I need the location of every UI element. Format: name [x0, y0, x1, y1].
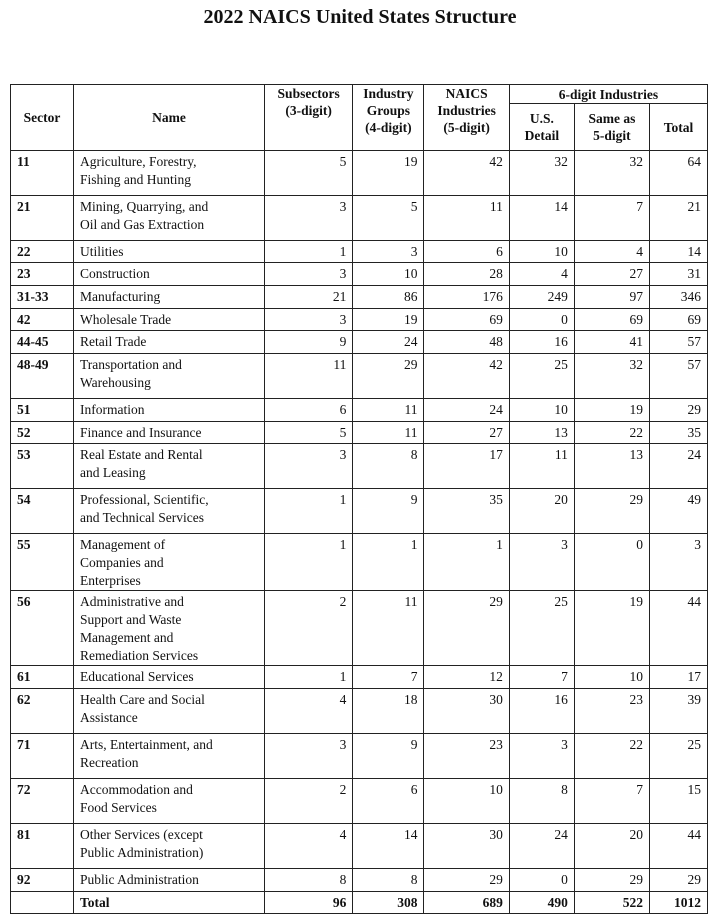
industry-groups-cell: 11	[353, 399, 424, 422]
table-row	[11, 151, 708, 196]
sector-name-cell	[73, 263, 264, 286]
industry-groups-cell: 9	[353, 734, 424, 779]
same-as-5-digit-cell: 29	[574, 489, 649, 534]
total-cell: 69	[650, 309, 708, 331]
naics-industries-cell: 42	[424, 354, 509, 399]
header-same-line: Same as	[588, 111, 636, 126]
subsectors-cell: 3	[264, 196, 352, 241]
naics-industries-cell: 11	[424, 196, 509, 241]
same-as-5-digit-cell: 10	[574, 666, 649, 689]
totals-same-as-5-digit: 522	[574, 892, 649, 914]
total-cell: 346	[650, 286, 708, 309]
table-row	[11, 591, 708, 666]
table-row	[11, 534, 708, 591]
sector-code-cell: 48-49	[11, 354, 74, 399]
us-detail-cell: 10	[509, 241, 574, 263]
sector-name-cell	[73, 444, 264, 489]
same-as-5-digit-cell: 27	[574, 263, 649, 286]
total-cell: 57	[650, 331, 708, 354]
table-row	[11, 689, 708, 734]
sector-name-line: Fishing and Hunting	[79, 172, 191, 187]
sector-name-cell	[73, 591, 264, 666]
table-row	[11, 331, 708, 354]
naics-industries-cell: 1	[424, 534, 509, 591]
totals-empty-cell	[11, 892, 74, 914]
same-as-5-digit-cell: 23	[574, 689, 649, 734]
sector-code-cell: 52	[11, 422, 74, 444]
totals-us-detail: 490	[509, 892, 574, 914]
sector-name-cell	[73, 241, 264, 263]
sector-code-cell: 61	[11, 666, 74, 689]
subsectors-cell: 5	[264, 422, 352, 444]
same-as-5-digit-cell: 22	[574, 422, 649, 444]
totals-naics-industries: 689	[424, 892, 509, 914]
table-row	[11, 779, 708, 824]
total-cell: 35	[650, 422, 708, 444]
sector-name-line: Management and	[79, 630, 174, 645]
sector-name-cell	[73, 309, 264, 331]
table-row	[11, 286, 708, 309]
industry-groups-cell: 8	[353, 869, 424, 892]
sector-code-cell: 11	[11, 151, 74, 196]
header-subsectors-line: Subsectors	[277, 86, 340, 101]
us-detail-cell: 8	[509, 779, 574, 824]
table-body	[11, 151, 708, 914]
sector-name-line: Educational Services	[79, 669, 194, 684]
same-as-5-digit-cell: 29	[574, 869, 649, 892]
naics-industries-cell: 6	[424, 241, 509, 263]
sector-name-cell	[73, 779, 264, 824]
header-total: Total	[650, 104, 708, 151]
sector-code-cell: 42	[11, 309, 74, 331]
subsectors-cell: 1	[264, 241, 352, 263]
total-cell: 31	[650, 263, 708, 286]
header-same-as-5-digit	[574, 104, 649, 151]
sector-name-line: Assistance	[79, 710, 138, 725]
same-as-5-digit-cell: 19	[574, 591, 649, 666]
industry-groups-cell: 14	[353, 824, 424, 869]
us-detail-cell: 16	[509, 689, 574, 734]
total-cell: 14	[650, 241, 708, 263]
sector-name-line: Retail Trade	[79, 334, 147, 349]
sector-name-line: Warehousing	[79, 375, 151, 390]
totals-label: Total	[73, 892, 264, 914]
industry-groups-cell: 8	[353, 444, 424, 489]
subsectors-cell: 3	[264, 263, 352, 286]
table-row	[11, 399, 708, 422]
us-detail-cell: 25	[509, 591, 574, 666]
header-groups-line: Groups	[366, 103, 411, 118]
sector-name-cell	[73, 489, 264, 534]
naics-industries-cell: 12	[424, 666, 509, 689]
subsectors-cell: 1	[264, 534, 352, 591]
same-as-5-digit-cell: 20	[574, 824, 649, 869]
header-name: Name	[73, 85, 264, 151]
sector-name-line: Administrative and	[79, 594, 184, 609]
naics-structure-table	[10, 84, 708, 914]
table-row	[11, 309, 708, 331]
industry-groups-cell: 9	[353, 489, 424, 534]
subsectors-cell: 2	[264, 591, 352, 666]
subsectors-cell: 4	[264, 824, 352, 869]
sector-code-cell: 56	[11, 591, 74, 666]
header-subsectors-line: (3-digit)	[285, 103, 332, 118]
industry-groups-cell: 19	[353, 309, 424, 331]
us-detail-cell: 24	[509, 824, 574, 869]
sector-name-cell	[73, 331, 264, 354]
sector-name-line: Mining, Quarrying, and	[79, 199, 209, 214]
sector-name-line: Real Estate and Rental	[79, 447, 203, 462]
sector-code-cell: 31-33	[11, 286, 74, 309]
subsectors-cell: 2	[264, 779, 352, 824]
subsectors-cell: 9	[264, 331, 352, 354]
header-6-digit-industries: 6-digit Industries	[509, 85, 707, 104]
table-row	[11, 241, 708, 263]
total-cell: 29	[650, 399, 708, 422]
sector-code-cell: 71	[11, 734, 74, 779]
sector-code-cell: 44-45	[11, 331, 74, 354]
total-cell: 17	[650, 666, 708, 689]
totals-total: 1012	[650, 892, 708, 914]
totals-subsectors: 96	[264, 892, 352, 914]
same-as-5-digit-cell: 32	[574, 354, 649, 399]
same-as-5-digit-cell: 69	[574, 309, 649, 331]
sector-name-cell	[73, 734, 264, 779]
header-sector: Sector	[11, 85, 74, 151]
same-as-5-digit-cell: 22	[574, 734, 649, 779]
sector-name-line: and Technical Services	[79, 510, 204, 525]
sector-name-line: and Leasing	[79, 465, 146, 480]
industry-groups-cell: 10	[353, 263, 424, 286]
sector-code-cell: 54	[11, 489, 74, 534]
naics-industries-cell: 30	[424, 824, 509, 869]
table-row	[11, 196, 708, 241]
same-as-5-digit-cell: 4	[574, 241, 649, 263]
sector-name-line: Accommodation and	[79, 782, 193, 797]
sector-name-line: Health Care and Social	[79, 692, 205, 707]
sector-name-line: Companies and	[79, 555, 164, 570]
industry-groups-cell: 5	[353, 196, 424, 241]
naics-industries-cell: 30	[424, 689, 509, 734]
industry-groups-cell: 11	[353, 591, 424, 666]
table-row	[11, 422, 708, 444]
sector-name-cell	[73, 824, 264, 869]
industry-groups-cell: 19	[353, 151, 424, 196]
total-cell: 44	[650, 591, 708, 666]
table-row	[11, 444, 708, 489]
naics-industries-cell: 48	[424, 331, 509, 354]
table-row	[11, 869, 708, 892]
total-cell: 44	[650, 824, 708, 869]
sector-name-line: Construction	[79, 266, 150, 281]
sector-code-cell: 72	[11, 779, 74, 824]
us-detail-cell: 25	[509, 354, 574, 399]
sector-name-line: Information	[79, 402, 145, 417]
naics-industries-cell: 28	[424, 263, 509, 286]
industry-groups-cell: 1	[353, 534, 424, 591]
total-cell: 21	[650, 196, 708, 241]
us-detail-cell: 249	[509, 286, 574, 309]
sector-code-cell: 92	[11, 869, 74, 892]
header-naics-line: (5-digit)	[443, 120, 490, 135]
sector-name-line: Remediation Services	[79, 648, 199, 663]
subsectors-cell: 1	[264, 489, 352, 534]
same-as-5-digit-cell: 0	[574, 534, 649, 591]
sector-name-line: Food Services	[79, 800, 157, 815]
total-cell: 57	[650, 354, 708, 399]
industry-groups-cell: 3	[353, 241, 424, 263]
sector-name-cell	[73, 354, 264, 399]
industry-groups-cell: 86	[353, 286, 424, 309]
subsectors-cell: 3	[264, 309, 352, 331]
subsectors-cell: 3	[264, 444, 352, 489]
industry-groups-cell: 11	[353, 422, 424, 444]
us-detail-cell: 0	[509, 869, 574, 892]
naics-industries-cell: 42	[424, 151, 509, 196]
industry-groups-cell: 7	[353, 666, 424, 689]
industry-groups-cell: 6	[353, 779, 424, 824]
sector-name-line: Oil and Gas Extraction	[79, 217, 205, 232]
same-as-5-digit-cell: 41	[574, 331, 649, 354]
sector-code-cell: 81	[11, 824, 74, 869]
sector-name-line: Support and Waste	[79, 612, 182, 627]
totals-row	[11, 892, 708, 914]
us-detail-cell: 32	[509, 151, 574, 196]
header-naics-line: Industries	[437, 103, 496, 118]
us-detail-cell: 3	[509, 734, 574, 779]
naics-industries-cell: 29	[424, 869, 509, 892]
same-as-5-digit-cell: 97	[574, 286, 649, 309]
us-detail-cell: 13	[509, 422, 574, 444]
header-us-detail-line: Detail	[524, 128, 560, 143]
table-row	[11, 734, 708, 779]
sector-name-line: Professional, Scientific,	[79, 492, 209, 507]
sector-name-cell	[73, 399, 264, 422]
total-cell: 24	[650, 444, 708, 489]
header-industry-groups	[353, 85, 424, 151]
table-row	[11, 263, 708, 286]
sector-code-cell: 22	[11, 241, 74, 263]
us-detail-cell: 0	[509, 309, 574, 331]
sector-name-cell	[73, 196, 264, 241]
us-detail-cell: 11	[509, 444, 574, 489]
sector-name-line: Management of	[79, 537, 166, 552]
total-cell: 49	[650, 489, 708, 534]
industry-groups-cell: 18	[353, 689, 424, 734]
header-us-detail	[509, 104, 574, 151]
sector-name-line: Utilities	[79, 244, 124, 259]
sector-name-line: Public Administration	[79, 872, 199, 887]
sector-name-line: Enterprises	[79, 573, 141, 588]
subsectors-cell: 3	[264, 734, 352, 779]
subsectors-cell: 5	[264, 151, 352, 196]
subsectors-cell: 8	[264, 869, 352, 892]
sector-code-cell: 62	[11, 689, 74, 734]
us-detail-cell: 16	[509, 331, 574, 354]
sector-code-cell: 23	[11, 263, 74, 286]
sector-name-cell	[73, 422, 264, 444]
header-groups-line: Industry	[363, 86, 414, 101]
sector-name-line: Other Services (except	[79, 827, 203, 842]
sector-name-cell	[73, 534, 264, 591]
sector-name-line: Manufacturing	[79, 289, 161, 304]
us-detail-cell: 10	[509, 399, 574, 422]
header-us-detail-line: U.S.	[529, 111, 554, 126]
sector-name-line: Finance and Insurance	[79, 425, 202, 440]
sector-name-line: Public Administration)	[79, 845, 204, 860]
same-as-5-digit-cell: 7	[574, 779, 649, 824]
naics-industries-cell: 24	[424, 399, 509, 422]
subsectors-cell: 4	[264, 689, 352, 734]
header-naics-industries	[424, 85, 509, 151]
same-as-5-digit-cell: 7	[574, 196, 649, 241]
table-row	[11, 354, 708, 399]
table-row	[11, 824, 708, 869]
total-cell: 3	[650, 534, 708, 591]
total-cell: 64	[650, 151, 708, 196]
total-cell: 39	[650, 689, 708, 734]
header-naics-line: NAICS	[445, 86, 488, 101]
naics-industries-cell: 69	[424, 309, 509, 331]
table-row	[11, 489, 708, 534]
sector-name-cell	[73, 666, 264, 689]
subsectors-cell: 6	[264, 399, 352, 422]
same-as-5-digit-cell: 19	[574, 399, 649, 422]
total-cell: 15	[650, 779, 708, 824]
sector-name-cell	[73, 869, 264, 892]
sector-name-line: Arts, Entertainment, and	[79, 737, 213, 752]
subsectors-cell: 11	[264, 354, 352, 399]
naics-industries-cell: 10	[424, 779, 509, 824]
sector-code-cell: 53	[11, 444, 74, 489]
naics-industries-cell: 27	[424, 422, 509, 444]
page-title: 2022 NAICS United States Structure	[203, 6, 517, 28]
industry-groups-cell: 29	[353, 354, 424, 399]
naics-industries-cell: 35	[424, 489, 509, 534]
table-row	[11, 666, 708, 689]
sector-name-line: Transportation and	[79, 357, 182, 372]
sector-name-line: Agriculture, Forestry,	[79, 154, 197, 169]
naics-industries-cell: 17	[424, 444, 509, 489]
industry-groups-cell: 24	[353, 331, 424, 354]
us-detail-cell: 3	[509, 534, 574, 591]
header-same-line: 5-digit	[593, 128, 631, 143]
naics-industries-cell: 29	[424, 591, 509, 666]
sector-name-line: Wholesale Trade	[79, 312, 172, 327]
naics-industries-cell: 176	[424, 286, 509, 309]
us-detail-cell: 14	[509, 196, 574, 241]
total-cell: 29	[650, 869, 708, 892]
sector-name-cell	[73, 286, 264, 309]
totals-industry-groups: 308	[353, 892, 424, 914]
sector-name-cell	[73, 689, 264, 734]
sector-code-cell: 55	[11, 534, 74, 591]
us-detail-cell: 20	[509, 489, 574, 534]
sector-name-cell	[73, 151, 264, 196]
subsectors-cell: 1	[264, 666, 352, 689]
subsectors-cell: 21	[264, 286, 352, 309]
sector-code-cell: 21	[11, 196, 74, 241]
us-detail-cell: 7	[509, 666, 574, 689]
header-subsectors	[264, 85, 352, 151]
total-cell: 25	[650, 734, 708, 779]
same-as-5-digit-cell: 32	[574, 151, 649, 196]
naics-industries-cell: 23	[424, 734, 509, 779]
sector-name-line: Recreation	[79, 755, 139, 770]
sector-code-cell: 51	[11, 399, 74, 422]
same-as-5-digit-cell: 13	[574, 444, 649, 489]
us-detail-cell: 4	[509, 263, 574, 286]
header-groups-line: (4-digit)	[365, 120, 412, 135]
